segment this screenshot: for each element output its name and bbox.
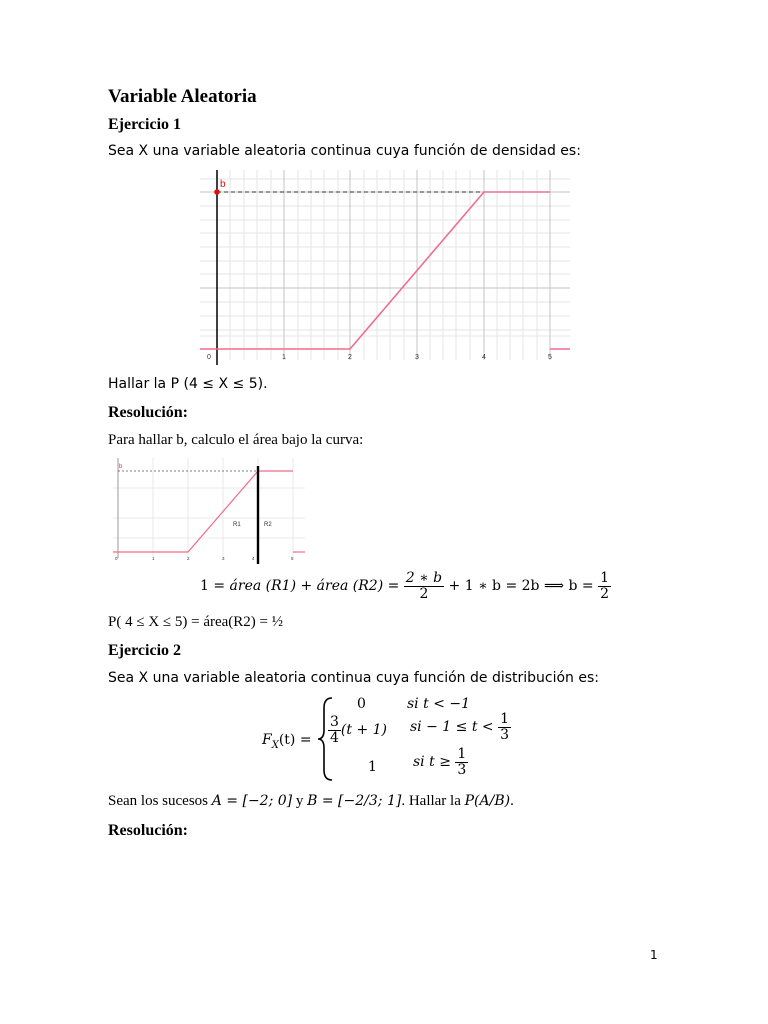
case1-condition: si t < −1 (407, 696, 471, 712)
tick-label: 2 (187, 556, 190, 561)
area-chart (113, 458, 305, 564)
tick-label: 0 (115, 556, 118, 561)
fx-label: $F_X(t)$ = (262, 732, 312, 751)
tick-label: 4 (482, 354, 486, 361)
area-equation: 1 = área (R1) + área (R2) = $\frac{2 ∗ b}{2}$ + 1 ∗ b = 2b ⟹ b = $\frac{1}{2}$ (200, 570, 609, 602)
density-chart (200, 170, 570, 370)
tick-label: 0 (207, 354, 211, 361)
b-label: b (119, 464, 123, 470)
tick-label: 3 (222, 556, 225, 561)
page-title: Variable Aleatoria (108, 86, 257, 107)
page-number: 1 (650, 948, 658, 962)
case3-condition: si t ≥ $\frac{1}{3}$ (413, 746, 467, 778)
region-r2-label: R2 (264, 522, 272, 528)
ejercicio1-heading: Ejercicio 1 (108, 116, 182, 133)
tick-label: 3 (415, 354, 419, 361)
tick-label: 2 (348, 354, 352, 361)
case2-condition: si − 1 ≤ t < $\frac{1}{3}$ (410, 711, 510, 743)
resolucion1-text: Para hallar b, calculo el área bajo la curva: (108, 432, 364, 448)
ejercicio1-intro: Sea X una variable aleatoria continua cuya función de densidad es: (108, 143, 581, 159)
region-r1-label: R1 (233, 522, 241, 528)
sucesos-text: Sean los sucesos A = [−2; 0] y B = [−2/3; 1]. Hallar la P(A/B). (108, 793, 514, 809)
resolucion2-heading: Resolución: (108, 822, 188, 839)
ejercicio1-question: Hallar la P (4 ≤ X ≤ 5). (108, 376, 268, 392)
tick-label: 1 (152, 556, 155, 561)
ejercicio1-result: P( 4 ≤ X ≤ 5) = área(R2) = ½ (108, 614, 284, 630)
b-point (214, 189, 220, 195)
tick-label: 4 (252, 556, 255, 561)
ejercicio2-heading: Ejercicio 2 (108, 642, 182, 659)
case1-value: 0 (357, 696, 366, 712)
ejercicio2-intro: Sea X una variable aleatoria continua cuya función de distribución es: (108, 670, 600, 686)
tick-label: 5 (291, 556, 294, 561)
resolucion1-heading: Resolución: (108, 404, 188, 421)
case2-value: $\frac{3}{4}$ (t + 1) (330, 714, 388, 746)
tick-label: 1 (282, 354, 286, 361)
tick-label: 5 (548, 354, 552, 361)
b-label: b (220, 179, 226, 190)
case3-value: 1 (368, 759, 377, 775)
